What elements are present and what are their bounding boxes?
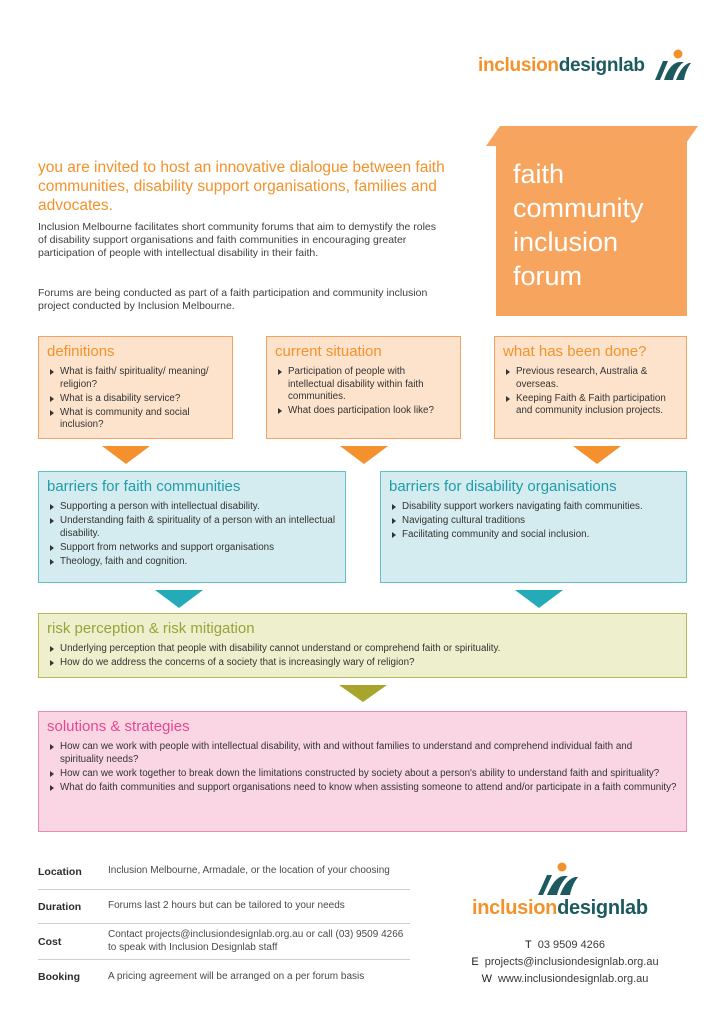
barriers-faith-box — [38, 471, 346, 583]
list-item: Theology, faith and cognition. — [47, 556, 337, 569]
list-item: Underlying perception that people with disability cannot understand or comprehend faith or spirituality. — [47, 643, 678, 656]
logo-mark-icon — [649, 48, 693, 84]
list-item: What is faith/ spirituality/ meaning/ religion? — [47, 366, 224, 391]
list-item: What do faith communities and support organisations need to know when assisting someone to attend and/or participate in a faith community? — [47, 782, 678, 795]
info-value: Forums last 2 hours but can be tailored to your needs — [108, 900, 345, 912]
contact-website[interactable]: W www.inclusiondesignlab.org.au — [481, 973, 649, 985]
list-item: Facilitating community and social inclusion. — [389, 529, 678, 542]
list-item: What is community and social inclusion? — [47, 407, 224, 432]
list-item: How do we address the concerns of a society that is increasingly wary of religion? — [47, 657, 678, 670]
info-label: Duration — [38, 900, 82, 913]
current-situation-box — [266, 336, 461, 439]
info-value: Inclusion Melbourne, Armadale, or the location of your choosing — [108, 865, 390, 877]
current-situation-heading: current situation — [275, 343, 382, 360]
contact-email[interactable]: E projects@inclusiondesignlab.org.au — [471, 956, 659, 968]
risk-box — [38, 613, 687, 678]
arrow-down-icon — [573, 446, 621, 464]
list-item: Keeping Faith & Faith participation and community inclusion projects. — [503, 393, 678, 418]
intro-paragraph-1: Inclusion Melbourne facilitates short community forums that aim to demystify the roles of disability support organisations and faith communities in encouraging greater participation of people with intellectual disability in their faith. — [38, 221, 436, 259]
info-row-cost — [38, 924, 410, 960]
info-value: A pricing agreement will be arranged on a per forum basis — [108, 970, 365, 982]
arrow-down-icon — [339, 685, 387, 702]
what-has-been-done-box — [494, 336, 687, 439]
logo-wordmark: inclusiondesignlab — [472, 897, 648, 919]
info-value: Contact projects@inclusiondesignlab.org.au or call (03) 9509 4266 to speak with Inclusion Designlab staff — [108, 929, 404, 953]
contact-phone: T 03 9509 4266 — [524, 939, 606, 951]
list-item: How can we work together to break down the limitations constructed by society about a person's ability to understand faith and spirituality? — [47, 768, 678, 781]
definitions-box — [38, 336, 233, 439]
list-item: What does participation look like? — [275, 405, 452, 418]
list-item: Understanding faith & spirituality of a person with an intellectual disability. — [47, 515, 337, 540]
info-row-booking — [38, 960, 410, 994]
info-label: Location — [38, 865, 82, 878]
list-item: Support from networks and support organisations — [47, 542, 337, 555]
arrow-down-icon — [515, 590, 563, 608]
title-box — [496, 141, 687, 316]
list-item: Disability support workers navigating faith communities. — [389, 501, 678, 514]
list-item: Participation of people with intellectual disability within faith communities. — [275, 366, 452, 404]
solutions-heading: solutions & strategies — [47, 718, 190, 735]
barriers-faith-heading: barriers for faith communities — [47, 478, 241, 495]
barriers-disability-heading: barriers for disability organisations — [389, 478, 617, 495]
solutions-box — [38, 711, 687, 832]
info-row-duration — [38, 890, 410, 924]
list-item: Navigating cultural traditions — [389, 515, 678, 528]
header-logo — [478, 48, 693, 84]
arrow-down-icon — [155, 590, 203, 608]
info-label: Cost — [38, 935, 62, 948]
arrow-down-icon — [102, 446, 150, 464]
intro-heading: you are invited to host an innovative dialogue between faith communities, disability support organisations, families and advocates. — [38, 159, 445, 214]
list-item: What is a disability service? — [47, 393, 224, 406]
definitions-heading: definitions — [47, 343, 115, 360]
list-item: How can we work with people with intellectual disability, with and without families to understand and comprehend individual faith and spirituality needs? — [47, 741, 678, 766]
intro-paragraph-2: Forums are being conducted as part of a faith participation and community inclusion project conducted by Inclusion Melbourne. — [38, 287, 428, 312]
risk-heading: risk perception & risk mitigation — [47, 620, 255, 637]
forum-title: faith community inclusion forum — [513, 159, 644, 291]
info-row-location — [38, 854, 410, 890]
contact-details — [450, 937, 680, 988]
what-has-been-done-heading: what has been done? — [503, 343, 647, 360]
list-item: Supporting a person with intellectual disability. — [47, 501, 337, 514]
logo-mark-icon — [534, 862, 582, 898]
info-label: Booking — [38, 971, 80, 983]
logo-wordmark: inclusiondesignlab — [478, 55, 645, 76]
arrow-down-icon — [340, 446, 388, 464]
info-table — [38, 854, 410, 994]
barriers-disability-box — [380, 471, 687, 583]
list-item: Previous research, Australia & overseas. — [503, 366, 678, 391]
